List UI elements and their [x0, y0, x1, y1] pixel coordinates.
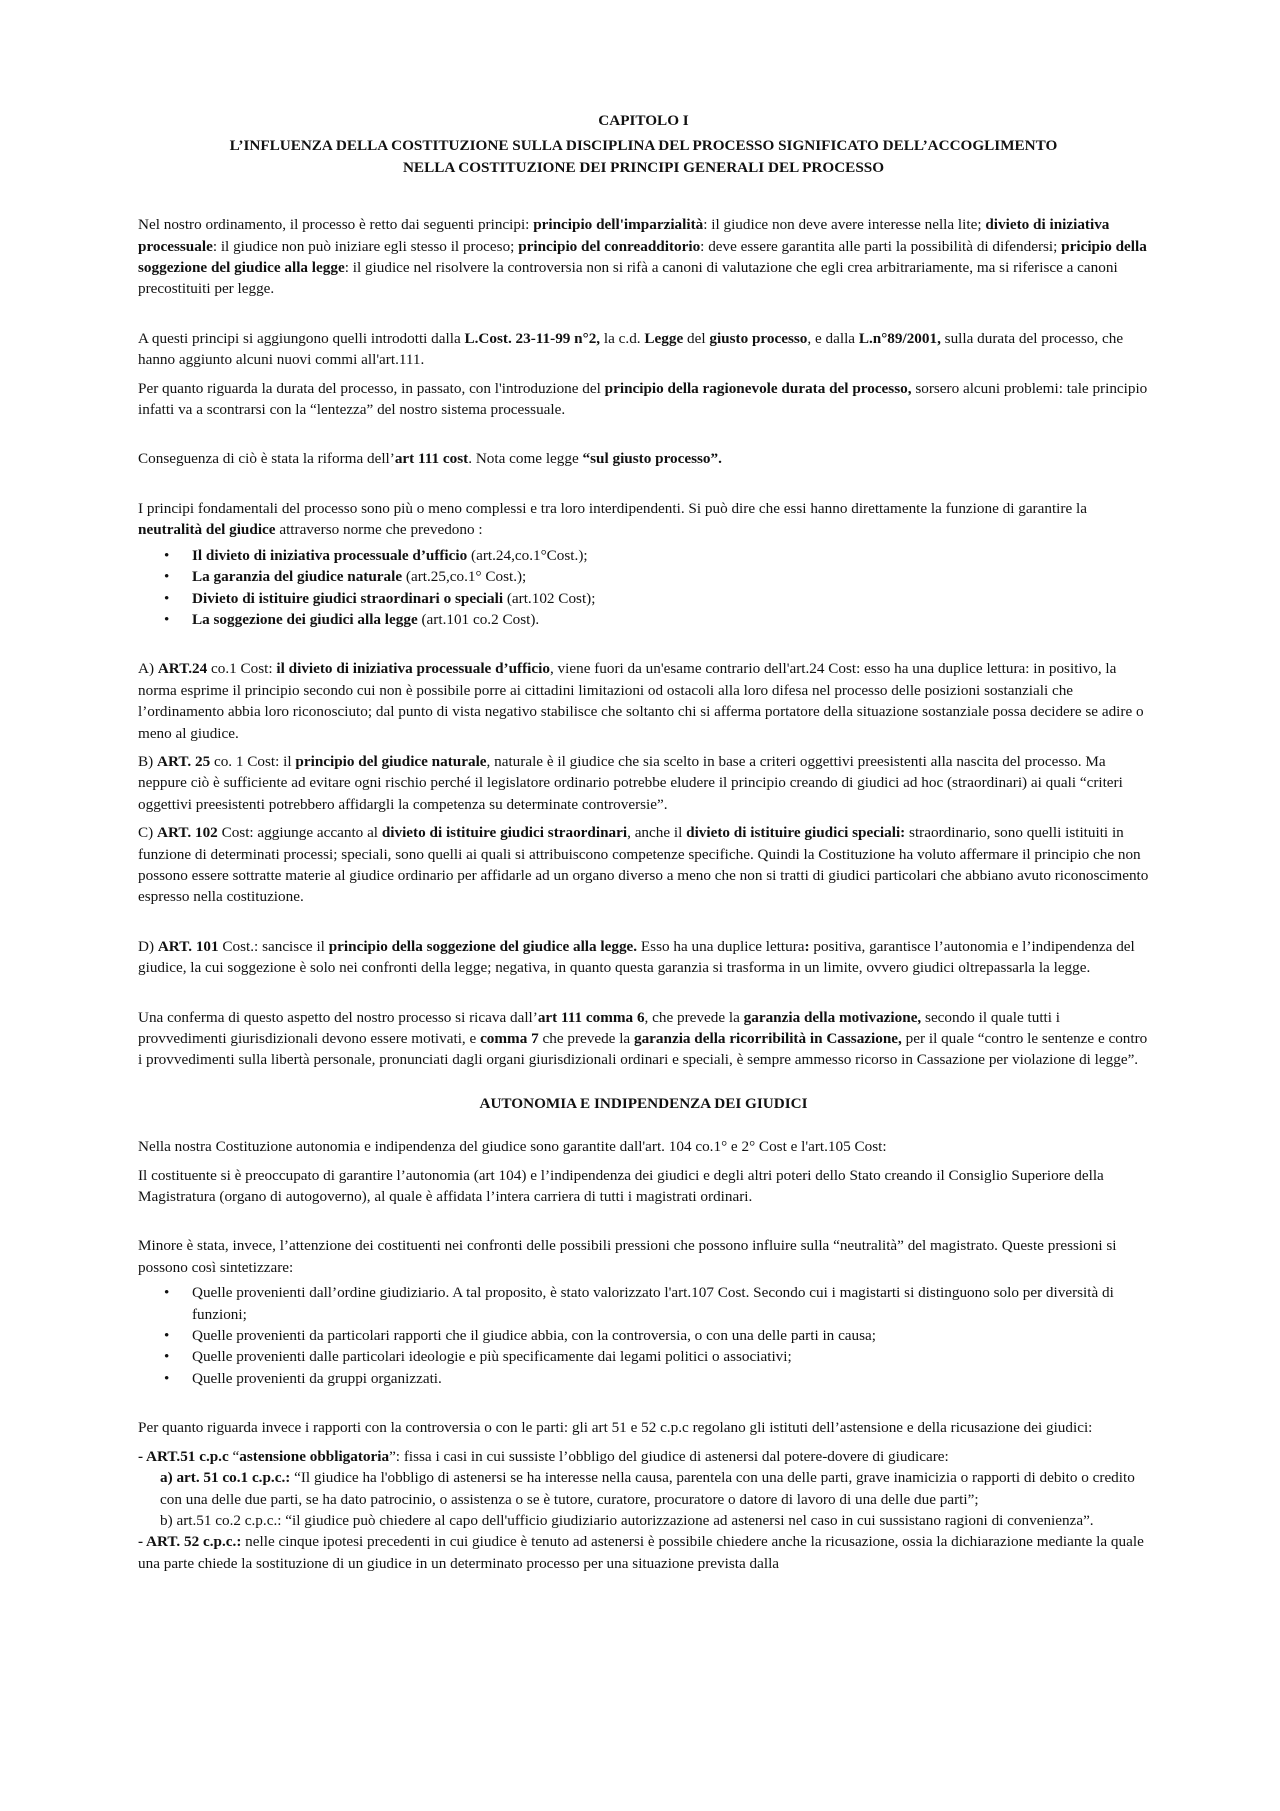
bold-text-run: comma 7	[480, 1030, 539, 1047]
paragraph	[138, 1531, 1149, 1574]
paragraph	[138, 658, 1149, 744]
bold-text-run: - ART. 52 c.p.c.:	[138, 1533, 242, 1551]
bold-text-run: Divieto di istituire giudici straordinari o speciali	[192, 589, 504, 607]
sub-paragraph	[138, 1510, 1149, 1531]
text-run: D)	[138, 937, 158, 955]
paragraph	[138, 936, 1149, 979]
text-run: Cost: aggiunge accanto al	[217, 824, 382, 842]
text-run: la c.d.	[600, 329, 645, 347]
text-run: per il quale “contro le sentenze e contro i provvedimenti sulla libertà personale, pronunciati dagli organi giurisdizionali ordinari e speciali, è sempre ammesso ricorso in Cassazione per violazione di legge”.	[138, 1030, 1148, 1069]
bold-text-run: principio della ragionevole durata del processo,	[604, 379, 912, 397]
text-run: che prevede la	[538, 1030, 634, 1047]
list-item	[164, 1282, 1149, 1325]
paragraph	[138, 1165, 1149, 1208]
text-run: straordinario, sono quelli istituiti in funzione di determinati processi; speciali, sono quelli ai quali si attribuiscono competenze specifiche. Quindi la Costituzione ha voluto affermare il principio che non possono essere sottratte materie al giudice ordinario per affidarle ad un organo diverso a meno che non si tratti di giudici particolari che abbiano avuto riconoscimento espresso nella costituzione.	[138, 824, 1149, 906]
bullet-icon: •	[164, 1284, 170, 1302]
text-run: (art.24,co.1°Cost.);	[467, 546, 588, 564]
paragraph	[138, 1007, 1149, 1071]
bold-text-run: principio del giudice naturale	[295, 752, 487, 770]
chapter-heading: CAPITOLO I	[598, 112, 689, 129]
paragraph	[138, 378, 1149, 421]
bold-text-run: il divieto di iniziativa processuale d’ufficio	[276, 660, 550, 678]
chapter-title-line-2: NELLA COSTITUZIONE DEI PRINCIPI GENERALI DEL PROCESSO	[402, 158, 885, 176]
text-run: Minore è stata, invece, l’attenzione dei costituenti nei confronti delle possibili pressioni che possono influire sulla “neutralità” del magistrato. Queste pressioni si possono così sintetizzare:	[138, 1237, 1117, 1276]
bold-text-run: neutralità del giudice	[138, 521, 276, 539]
text-run: : il giudice non deve avere interesse nella lite;	[703, 216, 986, 234]
text-run: co. 1 Cost: il	[210, 752, 296, 770]
text-run: b) art.51 co.2 c.p.c.: “il giudice può chiedere al capo dell'ufficio giudiziario autorizzazione ad astenersi nel caso in cui sussistano ragioni di convenienza”.	[160, 1511, 1094, 1529]
text-run: Il costituente si è preoccupato di garantire l’autonomia (art 104) e l’indipendenza dei giudici e degli altri poteri dello Stato creando il Consiglio Superiore della Magistratura (organo di autogoverno), al quale è affidata l’intera carriera di tutti i magistrati ordinari.	[138, 1166, 1104, 1206]
text-run: ”: fissa i casi in cui sussiste l’obbligo del giudice di astenersi dal potere-dovere di giudicare:	[389, 1447, 949, 1465]
bullet-icon: •	[164, 1327, 170, 1345]
text-run: co.1 Cost:	[207, 660, 277, 678]
list-item	[164, 1346, 1149, 1367]
paragraph	[138, 1446, 1149, 1467]
bold-text-run: art 111 comma 6	[537, 1008, 645, 1026]
text-run: : deve essere garantita alle parti la possibilità di difendersi;	[700, 237, 1062, 255]
text-run: , viene fuori da un'esame contrario dell'art.24 Cost: esso ha una duplice lettura: in positivo, la norma esprime il principio secondo cui non è possibile porre ai cittadini limitazioni od ostacoli alla loro difesa nel processo delle posizioni sostanziali che l’ordinamento abbia loro riconosciuto; dal punto di vista negativo stabilisce che soltanto chi si afferma portatore della situazione sostanziale possa decidere se adire o meno al giudice.	[138, 660, 1144, 742]
bold-text-run: ART.24	[157, 660, 208, 678]
paragraph	[138, 1417, 1149, 1438]
bold-text-run: pricipio della soggezione del giudice alla legge	[138, 237, 1147, 277]
sub-paragraph	[138, 1467, 1149, 1510]
bold-text-run: Il divieto di iniziativa processuale d’ufficio	[192, 546, 468, 564]
text-run: Cost.: sancisce il	[218, 937, 329, 955]
section-heading: AUTONOMIA E INDIPENDENZA DEI GIUDICI	[479, 1094, 808, 1112]
bold-text-run: :	[804, 937, 810, 955]
bold-text-run: “sul giusto processo”.	[582, 450, 722, 468]
bold-text-run: ART. 101	[157, 937, 219, 955]
text-run: Quelle provenienti dalle particolari ideologie e più specificamente dai legami politici o associativi;	[192, 1348, 792, 1366]
bold-text-run: divieto di iniziativa processuale	[138, 216, 1110, 255]
bold-text-run: principio della soggezione del giudice alla legge.	[328, 937, 638, 955]
text-run: : il giudice non può iniziare egli stesso il proceso;	[212, 237, 519, 255]
bullet-icon: •	[164, 589, 170, 607]
text-run: , anche il	[627, 824, 687, 842]
text-run: Esso ha una duplice lettura	[637, 937, 805, 955]
paragraph	[138, 498, 1149, 541]
text-run: positiva, garantisce l’autonomia e l’indipendenza del giudice, la cui soggezione è solo nei confronti della legge; negativa, in quanto questa garanzia si trasforma in un limite, ovvero giudici oltrepassarla la legge.	[138, 937, 1135, 977]
list-item	[164, 1325, 1149, 1346]
list-item	[164, 566, 1149, 587]
text-run: : il giudice nel risolvere la controversia non si rifà a canoni di valutazione che egli crea arbitrariamente, ma si riferisce a canoni precostituiti per legge.	[138, 259, 1118, 298]
bold-text-run: divieto di istituire giudici straordinari	[381, 824, 628, 842]
text-run: Quelle provenienti dall’ordine giudiziario. A tal proposito, è stato valorizzato l'art.107 Cost. Secondo cui i magistarti si distinguono solo per diversità di funzioni;	[192, 1284, 1114, 1323]
bold-text-run: divieto di istituire giudici speciali:	[686, 824, 906, 842]
paragraph	[138, 751, 1149, 815]
bullet-icon: •	[164, 568, 170, 586]
bold-text-run: principio dell'imparzialità	[533, 216, 704, 234]
bullet-icon: •	[164, 546, 170, 564]
text-run: Una conferma di questo aspetto del nostro processo si ricava dall’	[138, 1008, 538, 1026]
bold-text-run: giusto processo	[709, 329, 808, 347]
text-run: attraverso norme che prevedono :	[275, 521, 483, 539]
text-run: (art.101 co.2 Cost).	[417, 610, 540, 628]
text-run: Per quanto riguarda invece i rapporti con la controversia o con le parti: gli art 51 e 52 c.p.c regolano gli istituti dell’astensione e della ricusazione dei giudici:	[138, 1419, 1093, 1437]
text-run: I principi fondamentali del processo sono più o meno complessi e tra loro interdipendenti. Si può dire che essi hanno direttamente la funzione di garantire la	[138, 499, 1087, 517]
text-run: Quelle provenienti da gruppi organizzati.	[192, 1369, 442, 1387]
bold-text-run: art 111 cost	[394, 450, 469, 468]
text-run: (art.102 Cost);	[503, 589, 596, 607]
text-run: “Il giudice ha l'obbligo di astenersi se ha interesse nella causa, parentela con una delle parti, grave inamicizia o rapporti di debito o credito con una delle due parti, se ha dato patrocinio, o assistenza o se è tutore, curatore, procuratore o datore di lavoro di una delle due parti”;	[160, 1469, 1135, 1508]
text-run: Nel nostro ordinamento, il processo è retto dai seguenti principi:	[138, 216, 534, 234]
bullet-icon: •	[164, 1369, 170, 1387]
text-run: B)	[138, 752, 157, 770]
text-run: Conseguenza di ciò è stata la riforma dell’	[138, 450, 395, 468]
text-run: Quelle provenienti da particolari rapporti che il giudice abbia, con la controversia, o con una delle parti in causa;	[192, 1327, 877, 1345]
bold-text-run: L.n°89/2001,	[858, 329, 941, 347]
text-run: C)	[138, 824, 157, 842]
bold-text-run: astensione obbligatoria	[239, 1447, 390, 1465]
bold-text-run: La garanzia del giudice naturale	[192, 568, 403, 586]
text-run: (art.25,co.1° Cost.);	[402, 568, 527, 586]
list-item	[164, 588, 1149, 609]
bold-text-run: ART. 25	[156, 752, 211, 770]
text-run: . Nota come legge	[468, 450, 583, 468]
list-item	[164, 545, 1149, 566]
bold-text-run: ART. 102	[156, 824, 218, 842]
text-run: “	[228, 1447, 240, 1465]
list-item	[164, 1368, 1149, 1389]
bold-text-run: L.Cost. 23-11-99 n°2,	[464, 329, 601, 347]
list-item	[164, 609, 1149, 630]
bold-text-run: a) art. 51 co.1 c.p.c.:	[160, 1469, 291, 1487]
text-run: , e dalla	[807, 329, 859, 347]
text-run: A)	[138, 660, 158, 678]
bullet-icon: •	[164, 1348, 170, 1366]
bullet-list	[138, 1282, 1149, 1389]
bold-text-run: garanzia della ricorribilità in Cassazione,	[633, 1030, 902, 1047]
paragraph	[138, 1136, 1149, 1157]
text-run: secondo il quale tutti i provvedimenti giurisdizionali devono essere motivati, e	[138, 1008, 1061, 1047]
text-run: A questi principi si aggiungono quelli introdotti dalla	[138, 329, 465, 347]
text-run: Nella nostra Costituzione autonomia e indipendenza del giudice sono garantite dall'art. 104 co.1° e 2° Cost e l'art.105 Cost:	[138, 1138, 887, 1156]
text-run: nelle cinque ipotesi precedenti in cui giudice è tenuto ad astenersi è possibile chiedere anche la ricusazione, ossia la dichiarazione mediante la quale una parte chiede la sostituzione di un giudice in un determinato processo per una situazione prevista dalla	[138, 1533, 1144, 1572]
bullet-icon: •	[164, 610, 170, 628]
paragraph	[138, 214, 1149, 300]
bold-text-run: principio del conreadditorio	[518, 237, 701, 255]
text-run: , naturale è il giudice che sia scelto in base a criteri oggettivi preesistenti alla nascita del processo. Ma neppure ciò è sufficiente ad evitare ogni rischio perché il legislatore ordinario potrebbe eludere il principio creando di giudici ad hoc (straordinari) ai quali “criteri oggettivi preesistenti potrebbero affidargli la competenza su determinate controversie”.	[138, 752, 1123, 813]
text-run: sulla durata del processo, che hanno aggiunto alcuni nuovi commi all'art.111.	[138, 329, 1124, 369]
text-run: , che prevede la	[644, 1008, 744, 1026]
bullet-list	[138, 545, 1149, 631]
paragraph	[138, 328, 1149, 371]
paragraph	[138, 1235, 1149, 1278]
bold-text-run: La soggezione dei giudici alla legge	[192, 610, 418, 628]
text-run: del	[683, 329, 710, 347]
chapter-title-line-1: L’INFLUENZA DELLA COSTITUZIONE SULLA DISCIPLINA DEL PROCESSO SIGNIFICATO DELL’ACCOGLIMENTO	[229, 137, 1058, 155]
text-run: sorsero alcuni problemi: tale principio infatti va a scontrarsi con la “lentezza” del nostro sistema processuale.	[138, 379, 1148, 419]
bold-text-run: - ART.51 c.p.c	[138, 1447, 229, 1465]
document-body	[138, 214, 1149, 1574]
bold-text-run: garanzia della motivazione,	[743, 1008, 922, 1026]
text-run: Per quanto riguarda la durata del processo, in passato, con l'introduzione del	[138, 379, 605, 397]
bold-text-run: Legge	[644, 329, 684, 347]
paragraph	[138, 448, 1149, 469]
paragraph	[138, 822, 1149, 908]
chapter-title	[138, 135, 1149, 178]
